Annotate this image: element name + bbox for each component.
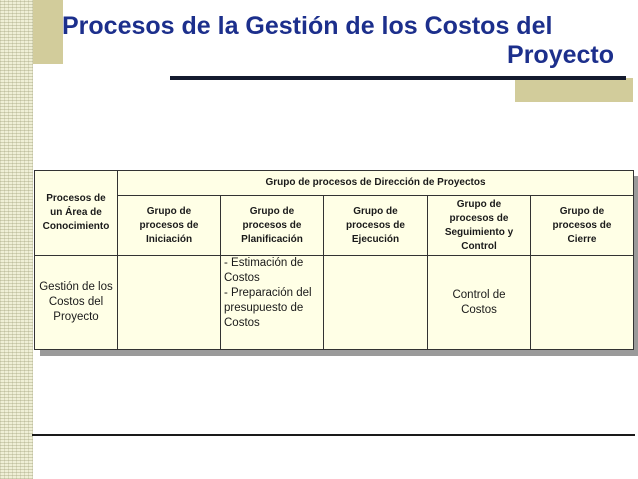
column-header-line: procesos de (139, 219, 199, 231)
column-header-line: Grupo de (249, 205, 295, 217)
column-header-seguimiento (428, 196, 530, 255)
row-ejecucion-cell (324, 256, 427, 349)
row-planificacion-line: - Estimación de (224, 257, 304, 269)
column-header-line: Grupo de (559, 205, 605, 217)
row-area-line: Proyecto (53, 311, 99, 323)
row-area-line: Gestión de los (39, 281, 113, 293)
area-header-cell (35, 171, 117, 255)
column-header-line: Seguimiento y (444, 226, 514, 238)
area-header-line: un Área de (50, 207, 102, 218)
row-planificacion-line: presupuesto de (224, 302, 304, 314)
column-header-line: Planificación (241, 233, 303, 245)
column-header-line: Ejecución (351, 233, 400, 245)
row-planificacion-line: - Preparación del (224, 287, 312, 299)
column-header-line: Iniciación (145, 233, 193, 245)
column-header-cierre (531, 196, 633, 255)
row-area-cell (35, 256, 117, 349)
row-seguimiento-line: Costos (461, 303, 497, 316)
column-header-line: procesos de (552, 219, 612, 231)
group-header-label: Grupo de procesos de Dirección de Proyectos (265, 177, 486, 188)
page-title-line-2: Proyecto (507, 41, 614, 69)
column-header-line: Grupo de (353, 205, 398, 217)
page-title-line-1: Procesos de la Gestión de los Costos del (62, 12, 553, 40)
row-seguimiento-cell (428, 256, 530, 349)
column-header-planificacion (221, 196, 323, 255)
column-header-iniciacion (118, 196, 220, 255)
bottom-divider (32, 434, 635, 436)
decorative-side-band (0, 0, 33, 479)
row-seguimiento-line: Control de (452, 288, 506, 301)
column-header-line: Control (461, 240, 497, 252)
column-header-line: Cierre (567, 233, 597, 245)
column-header-line: procesos de (449, 212, 509, 224)
row-iniciacion-cell (118, 256, 220, 349)
row-planificacion-line: Costos (224, 272, 260, 284)
title-underline (170, 76, 626, 80)
group-header-cell (118, 171, 633, 195)
column-header-line: procesos de (346, 219, 405, 231)
row-cierre-cell (531, 256, 633, 349)
column-header-line: Grupo de (146, 205, 192, 217)
area-header-line: Procesos de (46, 193, 106, 204)
column-header-ejecucion (324, 196, 427, 255)
row-planificacion-line: Costos (224, 317, 260, 329)
page-title (62, 12, 614, 70)
area-header-line: Conocimiento (42, 221, 110, 232)
column-header-line: Grupo de (456, 198, 502, 210)
row-planificacion-cell (221, 256, 323, 349)
column-header-line: procesos de (242, 219, 302, 231)
decorative-block (33, 0, 63, 64)
process-table (34, 170, 634, 350)
row-area-line: Costos del (48, 296, 104, 308)
decorative-block (515, 78, 633, 102)
